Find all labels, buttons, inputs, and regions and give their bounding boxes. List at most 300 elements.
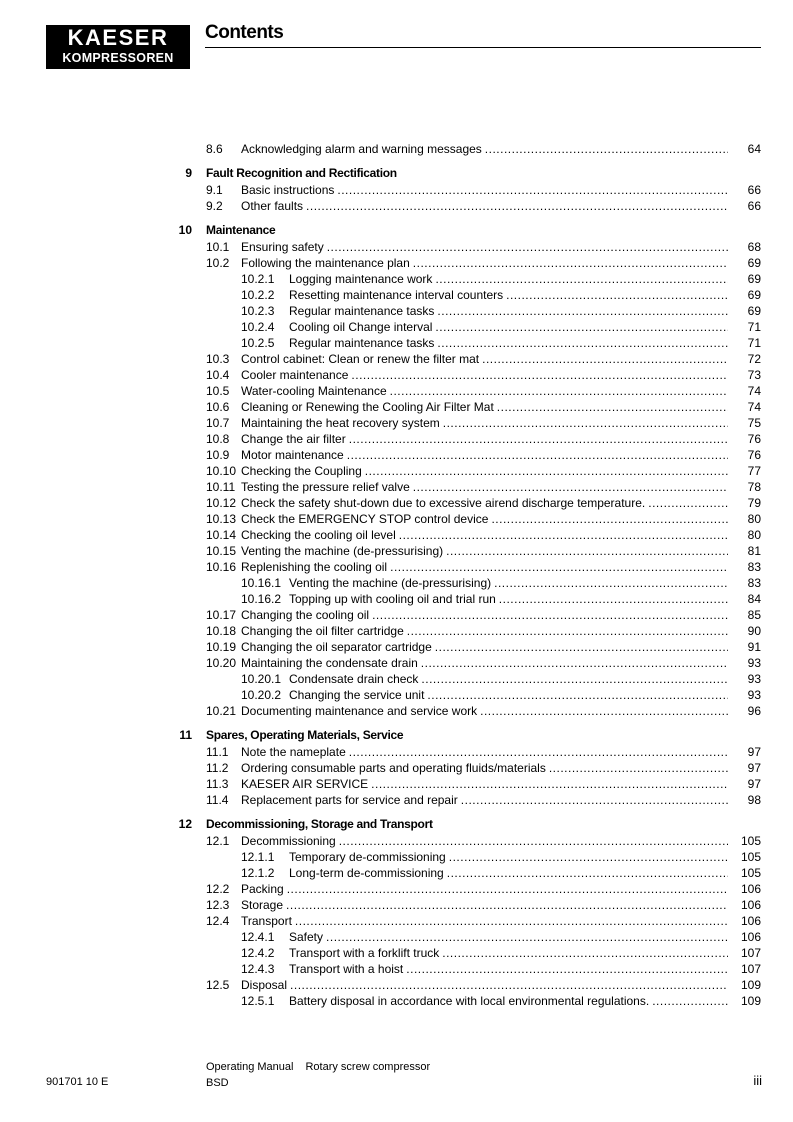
- dot-leader: [372, 607, 728, 623]
- toc-entry-title: Replacement parts for service and repair: [241, 793, 458, 807]
- toc-entry-title: Maintaining the heat recovery system: [241, 416, 440, 430]
- toc-subsection[interactable]: [0, 335, 793, 351]
- dot-leader: [413, 479, 728, 495]
- toc-entry-number: 10.2.1: [241, 272, 275, 286]
- toc-section[interactable]: [0, 495, 793, 511]
- toc-page-number: 77: [747, 464, 761, 478]
- toc-entry-leader: [289, 849, 728, 865]
- toc-entry-leader: [289, 961, 728, 977]
- toc-entry-leader: [289, 687, 728, 703]
- toc-section[interactable]: [0, 141, 793, 157]
- toc-chapter-title: Maintenance: [206, 223, 276, 237]
- toc-page-number: 76: [747, 448, 761, 462]
- dot-leader: [339, 833, 728, 849]
- dot-leader: [499, 591, 728, 607]
- toc-entry-leader: [289, 303, 728, 319]
- toc-section[interactable]: [0, 367, 793, 383]
- header-divider: [205, 47, 761, 48]
- toc-entry-title: Long-term de-commissioning: [289, 866, 444, 880]
- toc-entry-number: 12.5: [206, 978, 230, 992]
- toc-entry-leader: [289, 575, 728, 591]
- toc-page-number: 80: [747, 512, 761, 526]
- toc-entry-title: Change the air filter: [241, 432, 346, 446]
- toc-entry-number: 12.4.1: [241, 930, 275, 944]
- toc-section[interactable]: [0, 655, 793, 671]
- toc-page-number: 74: [747, 400, 761, 414]
- toc-page-number: 71: [747, 336, 761, 350]
- toc-section[interactable]: [0, 431, 793, 447]
- dot-leader: [349, 744, 728, 760]
- toc-chapter-number: 12: [178, 817, 192, 831]
- toc-section[interactable]: [0, 607, 793, 623]
- toc-page-number: 105: [740, 850, 761, 864]
- toc-page-number: 83: [747, 576, 761, 590]
- toc-chapter[interactable]: [0, 727, 793, 744]
- toc-page-number: 73: [747, 368, 761, 382]
- toc-page-number: 107: [740, 946, 761, 960]
- toc-section[interactable]: [0, 255, 793, 271]
- toc-entry-number: 11.1: [206, 745, 229, 759]
- dot-leader: [427, 687, 728, 703]
- toc-entry-number: 11.2: [206, 761, 229, 775]
- toc-entry-leader: [241, 881, 728, 897]
- toc-entry-title: Changing the service unit: [289, 688, 425, 702]
- toc-section[interactable]: [0, 383, 793, 399]
- toc-page-number: 85: [747, 608, 761, 622]
- dot-leader: [286, 897, 728, 913]
- product-name: Rotary screw compressor: [305, 1061, 431, 1073]
- toc-section[interactable]: [0, 182, 793, 198]
- toc-section[interactable]: [0, 239, 793, 255]
- toc-page-number: 109: [740, 994, 761, 1008]
- toc-entry-title: Replenishing the cooling oil: [241, 560, 388, 574]
- toc-section[interactable]: [0, 198, 793, 214]
- toc-entry-number: 10.20: [206, 656, 237, 670]
- toc-page-number: 81: [747, 544, 761, 558]
- dot-leader: [443, 415, 728, 431]
- toc-entry-number: 10.8: [206, 432, 230, 446]
- toc-entry-leader: [241, 431, 728, 447]
- toc-page-number: 69: [747, 256, 761, 270]
- toc-entry-number: 10.4: [206, 368, 230, 382]
- dot-leader: [648, 495, 728, 511]
- product-model: BSD: [206, 1077, 229, 1089]
- toc-page-number: 93: [747, 656, 761, 670]
- toc-entry-leader: [289, 865, 728, 881]
- toc-entry-leader: [241, 543, 728, 559]
- toc-entry-leader: [289, 319, 728, 335]
- toc-entry-number: 10.2.5: [241, 336, 275, 350]
- toc-section[interactable]: [0, 703, 793, 719]
- toc-entry-title: KAESER AIR SERVICE: [241, 777, 369, 791]
- manual-type: Operating Manual: [206, 1061, 294, 1073]
- toc-entry-title: Testing the pressure relief valve: [241, 480, 410, 494]
- toc-entry-leader: [241, 255, 728, 271]
- dot-leader: [351, 367, 728, 383]
- toc-page-number: 97: [747, 745, 761, 759]
- toc-page-number: 106: [740, 882, 761, 896]
- dot-leader: [349, 431, 728, 447]
- toc-page-number: 97: [747, 777, 761, 791]
- toc-entry-title: Motor maintenance: [241, 448, 344, 462]
- toc-entry-title: Decommissioning: [241, 834, 336, 848]
- toc-entry-number: 10.9: [206, 448, 230, 462]
- toc-page-number: 109: [740, 978, 761, 992]
- toc-page-number: 96: [747, 704, 761, 718]
- toc-section[interactable]: [0, 792, 793, 808]
- toc-section[interactable]: [0, 559, 793, 575]
- toc-page-number: 66: [747, 183, 761, 197]
- toc-entry-leader: [241, 744, 728, 760]
- toc-chapter-title: Fault Recognition and Rectification: [206, 166, 397, 180]
- toc-page-number: 106: [740, 914, 761, 928]
- toc-page-number: 93: [747, 672, 761, 686]
- toc-entry-title: Safety: [289, 930, 324, 944]
- toc-entry-leader: [241, 792, 728, 808]
- toc-section[interactable]: [0, 977, 793, 993]
- toc-subsection[interactable]: [0, 865, 793, 881]
- toc-section[interactable]: [0, 447, 793, 463]
- toc-entry-title: Venting the machine (de-pressurising): [289, 576, 492, 590]
- toc-entry-number: 10.20.1: [241, 672, 282, 686]
- toc-entry-number: 12.2: [206, 882, 230, 896]
- toc-entry-leader: [241, 897, 728, 913]
- toc-entry-leader: [241, 559, 728, 575]
- toc-entry-number: 12.5.1: [241, 994, 275, 1008]
- toc-entry-title: Resetting maintenance interval counters: [289, 288, 504, 302]
- toc-subsection[interactable]: [0, 287, 793, 303]
- toc-entry-title: Changing the cooling oil: [241, 608, 370, 622]
- toc-entry-title: Check the EMERGENCY STOP control device: [241, 512, 489, 526]
- dot-leader: [480, 703, 728, 719]
- dot-leader: [371, 776, 728, 792]
- toc-page-number: 90: [747, 624, 761, 638]
- toc-section[interactable]: [0, 479, 793, 495]
- toc-section[interactable]: [0, 776, 793, 792]
- toc-entry-leader: [241, 463, 728, 479]
- toc-section[interactable]: [0, 639, 793, 655]
- toc-entry-title: Disposal: [241, 978, 288, 992]
- toc-section[interactable]: [0, 463, 793, 479]
- toc-entry-title: Note the nameplate: [241, 745, 346, 759]
- toc-entry-title: Packing: [241, 882, 284, 896]
- toc-entry-title: Transport with a hoist: [289, 962, 404, 976]
- dot-leader: [327, 239, 728, 255]
- toc-entry-number: 12.4.2: [241, 946, 275, 960]
- dot-leader: [287, 881, 728, 897]
- toc-entry-title: Control cabinet: Clean or renew the filter mat: [241, 352, 480, 366]
- toc-entry-leader: [241, 760, 728, 776]
- toc-entry-leader: [289, 271, 728, 287]
- toc-entry-number: 10.15: [206, 544, 237, 558]
- toc-page-number: 105: [740, 834, 761, 848]
- dot-leader: [437, 335, 728, 351]
- toc-entry-leader: [241, 655, 728, 671]
- toc-entry-leader: [241, 351, 728, 367]
- toc-subsection[interactable]: [0, 671, 793, 687]
- toc-entry-title: Logging maintenance work: [289, 272, 433, 286]
- toc-entry-leader: [241, 833, 728, 849]
- toc-entry-number: 10.14: [206, 528, 237, 542]
- dot-leader: [326, 929, 728, 945]
- toc-entry-leader: [241, 977, 728, 993]
- toc-entry-leader: [289, 591, 728, 607]
- toc-chapter[interactable]: [0, 816, 793, 833]
- toc-entry-title: Cooler maintenance: [241, 368, 349, 382]
- toc-page-number: 68: [747, 240, 761, 254]
- toc-entry-leader: [241, 182, 728, 198]
- toc-section[interactable]: [0, 760, 793, 776]
- toc-entry-title: Changing the oil filter cartridge: [241, 624, 404, 638]
- toc-page-number: 93: [747, 688, 761, 702]
- toc-section[interactable]: [0, 881, 793, 897]
- toc-entry-leader: [289, 335, 728, 351]
- toc-entry-title: Basic instructions: [241, 183, 335, 197]
- toc-entry-number: 11.4: [206, 793, 229, 807]
- toc-subsection[interactable]: [0, 961, 793, 977]
- toc-section[interactable]: [0, 897, 793, 913]
- toc-entry-number: 10.2.2: [241, 288, 275, 302]
- toc-entry-number: 10.19: [206, 640, 237, 654]
- toc-page-number: 98: [747, 793, 761, 807]
- toc-entry-number: 10.2.3: [241, 304, 275, 318]
- toc-entry-number: 11.3: [206, 777, 229, 791]
- toc-entry-title: Topping up with cooling oil and trial run: [289, 592, 496, 606]
- dot-leader: [421, 655, 728, 671]
- toc-page-number: 105: [740, 866, 761, 880]
- toc-entry-number: 10.2.4: [241, 320, 275, 334]
- toc-entry-leader: [289, 945, 728, 961]
- toc-entry-leader: [241, 607, 728, 623]
- toc-entry-title: Other faults: [241, 199, 304, 213]
- toc-entry-title: Transport: [241, 914, 292, 928]
- toc-entry-leader: [241, 479, 728, 495]
- dot-leader: [494, 575, 728, 591]
- dot-leader: [437, 303, 728, 319]
- dot-leader: [485, 141, 728, 157]
- toc-subsection[interactable]: [0, 575, 793, 591]
- toc-subsection[interactable]: [0, 303, 793, 319]
- dot-leader: [407, 623, 728, 639]
- toc-page-number: 72: [747, 352, 761, 366]
- dot-leader: [506, 287, 728, 303]
- toc-section[interactable]: [0, 415, 793, 431]
- toc-subsection[interactable]: [0, 993, 793, 1009]
- toc-subsection[interactable]: [0, 929, 793, 945]
- dot-leader: [549, 760, 728, 776]
- toc-page-number: 74: [747, 384, 761, 398]
- dot-leader: [306, 198, 728, 214]
- toc-entry-leader: [241, 623, 728, 639]
- dot-leader: [461, 792, 728, 808]
- toc-entry-number: 10.20.2: [241, 688, 282, 702]
- toc-entry-leader: [241, 447, 728, 463]
- dot-leader: [406, 961, 728, 977]
- toc-section[interactable]: [0, 744, 793, 760]
- toc-entry-number: 9.2: [206, 199, 223, 213]
- dot-leader: [446, 543, 728, 559]
- toc-page-number: 84: [747, 592, 761, 606]
- toc-page-number: 91: [747, 640, 761, 654]
- toc-entry-number: 10.21: [206, 704, 237, 718]
- dot-leader: [421, 671, 728, 687]
- toc-entry-title: Checking the Coupling: [241, 464, 362, 478]
- toc-entry-number: 10.1: [206, 240, 230, 254]
- toc-page-number: 80: [747, 528, 761, 542]
- toc-entry-number: 10.12: [206, 496, 237, 510]
- toc-page-number: 97: [747, 761, 761, 775]
- toc-subsection[interactable]: [0, 591, 793, 607]
- toc-page-number: 106: [740, 898, 761, 912]
- document-number: 901701 10 E: [46, 1076, 109, 1088]
- toc-entry-title: Ordering consumable parts and operating fluids/materials: [241, 761, 546, 775]
- dot-leader: [497, 399, 728, 415]
- toc-entry-number: 10.13: [206, 512, 237, 526]
- toc-entry-number: 12.4.3: [241, 962, 275, 976]
- toc-page-number: 106: [740, 930, 761, 944]
- dot-leader: [413, 255, 728, 271]
- dot-leader: [447, 865, 728, 881]
- page-title: Contents: [205, 22, 284, 43]
- toc-entry-title: Regular maintenance tasks: [289, 304, 435, 318]
- toc-page-number: 69: [747, 272, 761, 286]
- toc-entry-title: Following the maintenance plan: [241, 256, 410, 270]
- toc-section[interactable]: [0, 527, 793, 543]
- toc-entry-leader: [241, 198, 728, 214]
- toc-chapter-number: 11: [179, 728, 192, 742]
- toc-page-number: 107: [740, 962, 761, 976]
- toc-entry-leader: [241, 511, 728, 527]
- toc-entry-title: Water-cooling Maintenance: [241, 384, 387, 398]
- toc-section[interactable]: [0, 623, 793, 639]
- toc-entry-number: 10.17: [206, 608, 237, 622]
- toc-entry-title: Regular maintenance tasks: [289, 336, 435, 350]
- toc-chapter[interactable]: [0, 222, 793, 239]
- toc-section[interactable]: [0, 399, 793, 415]
- toc-entry-leader: [289, 929, 728, 945]
- toc-entry-number: 12.4: [206, 914, 230, 928]
- toc-page-number: 79: [747, 496, 761, 510]
- toc-entry-leader: [241, 527, 728, 543]
- toc-entry-title: Cooling oil Change interval: [289, 320, 433, 334]
- toc-entry-number: 10.16.2: [241, 592, 282, 606]
- toc-subsection[interactable]: [0, 319, 793, 335]
- toc-entry-title: Cleaning or Renewing the Cooling Air Filter Mat: [241, 400, 494, 414]
- toc-entry-number: 12.1.1: [241, 850, 275, 864]
- toc-entry-number: 10.7: [206, 416, 230, 430]
- toc-entry-title: Transport with a forklift truck: [289, 946, 440, 960]
- dot-leader: [290, 977, 728, 993]
- toc-subsection[interactable]: [0, 271, 793, 287]
- dot-leader: [347, 447, 728, 463]
- dot-leader: [652, 993, 728, 1009]
- toc-page-number: 69: [747, 304, 761, 318]
- toc-subsection[interactable]: [0, 687, 793, 703]
- toc-entry-leader: [241, 639, 728, 655]
- toc-entry-title: Check the safety shut-down due to excessive airend discharge temperature.: [241, 496, 646, 510]
- toc-page-number: 75: [747, 416, 761, 430]
- toc-entry-number: 12.1: [206, 834, 230, 848]
- toc-entry-leader: [241, 383, 728, 399]
- toc-entry-number: 10.16: [206, 560, 237, 574]
- toc-section[interactable]: [0, 543, 793, 559]
- toc-chapter[interactable]: [0, 165, 793, 182]
- toc-entry-title: Acknowledging alarm and warning messages: [241, 142, 482, 156]
- toc-entry-number: 10.6: [206, 400, 230, 414]
- toc-entry-leader: [241, 141, 728, 157]
- toc-subsection[interactable]: [0, 945, 793, 961]
- toc-entry-number: 12.1.2: [241, 866, 275, 880]
- dot-leader: [435, 639, 728, 655]
- toc-page-number: 83: [747, 560, 761, 574]
- toc-page-number: 69: [747, 288, 761, 302]
- toc-entry-title: Changing the oil separator cartridge: [241, 640, 432, 654]
- dot-leader: [365, 463, 728, 479]
- dot-leader: [435, 271, 728, 287]
- table-of-contents: [0, 141, 793, 1009]
- page-number: iii: [753, 1073, 762, 1088]
- toc-chapter-title: Decommissioning, Storage and Transport: [206, 817, 433, 831]
- toc-entry-leader: [241, 399, 728, 415]
- toc-entry-title: Ensuring safety: [241, 240, 324, 254]
- toc-entry-leader: [241, 367, 728, 383]
- toc-entry-leader: [241, 913, 728, 929]
- toc-section[interactable]: [0, 351, 793, 367]
- toc-subsection[interactable]: [0, 849, 793, 865]
- toc-page-number: 78: [747, 480, 761, 494]
- toc-entry-title: Temporary de-commissioning: [289, 850, 446, 864]
- toc-entry-number: 10.5: [206, 384, 230, 398]
- dot-leader: [442, 945, 728, 961]
- toc-entry-number: 10.10: [206, 464, 237, 478]
- dot-leader: [435, 319, 728, 335]
- footer-manual-info: [206, 1061, 430, 1073]
- toc-entry-leader: [241, 703, 728, 719]
- dot-leader: [491, 511, 728, 527]
- toc-entry-number: 10.18: [206, 624, 237, 638]
- toc-entry-leader: [241, 239, 728, 255]
- toc-page-number: 64: [747, 142, 761, 156]
- dot-leader: [295, 913, 728, 929]
- toc-section[interactable]: [0, 511, 793, 527]
- toc-entry-number: 8.6: [206, 142, 223, 156]
- toc-chapter-title: Spares, Operating Materials, Service: [206, 728, 404, 742]
- toc-entry-leader: [241, 495, 728, 511]
- dot-leader: [337, 182, 728, 198]
- dot-leader: [449, 849, 728, 865]
- kaeser-logo: [46, 25, 190, 69]
- toc-entry-number: 12.3: [206, 898, 230, 912]
- toc-page-number: 76: [747, 432, 761, 446]
- toc-chapter-number: 10: [178, 223, 192, 237]
- toc-entry-title: Maintaining the condensate drain: [241, 656, 418, 670]
- toc-entry-leader: [289, 993, 728, 1009]
- toc-entry-number: 9.1: [206, 183, 223, 197]
- toc-entry-title: Documenting maintenance and service work: [241, 704, 478, 718]
- toc-section[interactable]: [0, 913, 793, 929]
- toc-entry-leader: [241, 776, 728, 792]
- toc-entry-number: 10.11: [206, 480, 236, 494]
- logo-subline: KOMPRESSOREN: [62, 51, 174, 65]
- dot-leader: [399, 527, 728, 543]
- toc-entry-title: Storage: [241, 898, 284, 912]
- toc-entry-title: Condensate drain check: [289, 672, 419, 686]
- toc-entry-leader: [289, 287, 728, 303]
- dot-leader: [390, 559, 728, 575]
- toc-section[interactable]: [0, 833, 793, 849]
- toc-entry-leader: [241, 415, 728, 431]
- toc-chapter-number: 9: [185, 166, 192, 180]
